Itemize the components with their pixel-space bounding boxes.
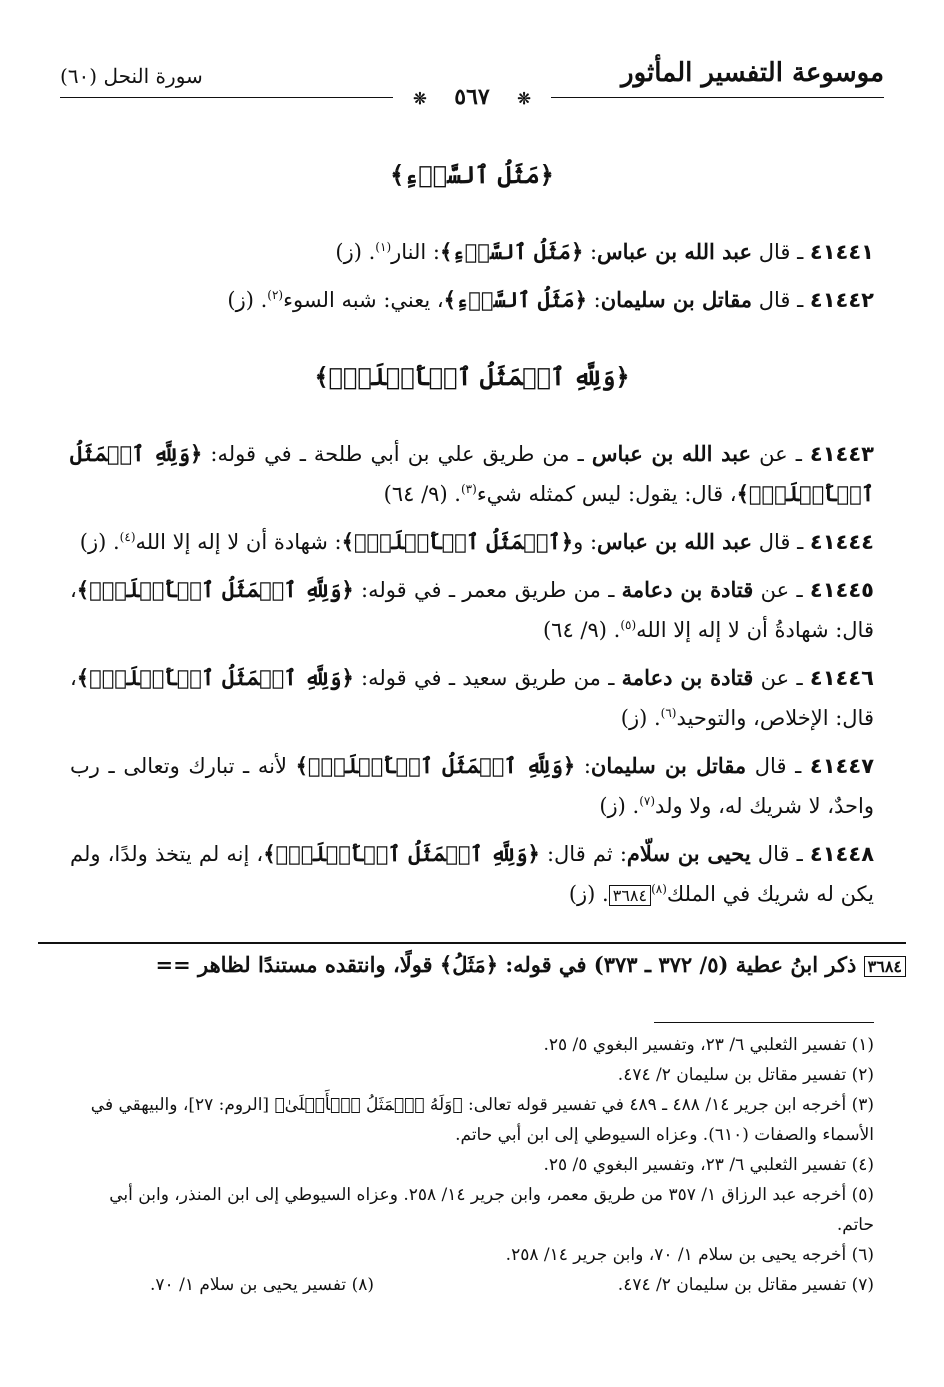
note-text: ذكر <box>818 952 864 977</box>
entry-text: ـ من طريق علي بن أبي طلحة ـ في قوله: <box>202 442 592 466</box>
footnote-8: (٨) تفسير يحيى بن سلام ١/ ٧٠. <box>150 1275 374 1295</box>
ornament-left-icon: ❊ <box>403 89 436 108</box>
entry-text: ـ قال <box>752 530 810 554</box>
book-title: موسوعة التفسير المأثور <box>621 58 884 88</box>
entry-41446 <box>70 658 874 738</box>
narrator-name: عبد الله بن عباس <box>597 239 753 264</box>
entry-text: ، يعني: شبه السوء <box>283 288 444 312</box>
entry-text: : النار <box>391 240 440 264</box>
quran-quote: ﴿وَلِلَّهِ ٱلۡمَثَلُ ٱلۡأَعۡلَىٰۚ﴾ <box>70 441 874 506</box>
entry-number: ٤١٤٤٢ <box>809 288 874 312</box>
entry-number: ٤١٤٤١ <box>809 240 874 264</box>
footnote-rule <box>654 1022 874 1023</box>
entry-41448 <box>70 834 874 916</box>
entry-text: ، قال: الإخلاص، والتوحيد <box>70 666 874 730</box>
footnote-1: (١) تفسير الثعلبي ٦/ ٢٣، وتفسير البغوي ٥/ ٢٥. <box>543 1035 874 1055</box>
entry-text: : ثم قال: <box>539 842 627 866</box>
footnote-2: (٢) تفسير مقاتل بن سليمان ٢/ ٤٧٤. <box>617 1065 874 1085</box>
entry-text: : و <box>573 530 598 554</box>
entry-text: ـ قال <box>750 842 810 866</box>
body-divider <box>38 942 906 944</box>
ornament-right-icon: ❊ <box>507 89 540 108</box>
narrator-name: يحيى بن سلّام <box>626 841 751 866</box>
quran-quote: ﴿وَلِلَّهِ ٱلۡمَثَلُ ٱلۡأَعۡلَىٰۚ﴾ <box>263 841 540 866</box>
narrator-name: قتادة بن دعامة <box>621 665 754 690</box>
footnote-5: (٥) أخرجه عبد الرزاق ١/ ٣٥٧ من طريق معمر، وابن جرير ١٤/ ٢٥٨. وعزاه السيوطي إلى ابن المنذر، وابن أبي حاتم. <box>109 1185 874 1235</box>
entry-text: ، إنه لم يتخذ ولدًا، ولم يكن له شريك في الملك <box>70 842 874 906</box>
footnote-4: (٤) تفسير الثعلبي ٦/ ٢٣، وتفسير البغوي ٥/ ٢٥. <box>543 1155 874 1175</box>
entry-number: ٤١٤٤٧ <box>809 754 875 778</box>
entry-41445 <box>70 570 874 650</box>
footnote-ref[interactable]: (٦) <box>660 706 677 720</box>
entry-text: ، قال: شهادةُ أن لا إله إلا الله <box>70 578 874 642</box>
entry-source: . (ز) <box>599 794 640 818</box>
entry-41444 <box>70 522 874 562</box>
entry-text: ، قال: يقول: ليس كمثله شيء <box>476 482 737 506</box>
entry-text: ـ قال <box>752 288 810 312</box>
quran-quote: ﴿ٱلۡمَثَلُ ٱلۡأَعۡلَىٰۚ﴾ <box>341 529 574 554</box>
entry-text: لأنه ـ تبارك وتعالى ـ رب واحدٌ، لا شريك له، ولا ولد <box>70 754 874 818</box>
footnote-ref[interactable]: (٨) <box>651 882 667 896</box>
narrator-name: عبد الله بن عباس <box>591 441 752 466</box>
narrator-name: قتادة بن دعامة <box>621 577 754 602</box>
entry-number: ٤١٤٤٨ <box>809 842 875 866</box>
footnotes <box>70 1030 874 1300</box>
entry-text: ـ عن <box>753 578 810 602</box>
quran-quote: ﴿وَلِلَّهِ ٱلۡمَثَلُ ٱلۡأَعۡلَىٰۚ﴾ <box>76 577 354 602</box>
entry-text: : شهادة أن لا إله إلا الله <box>135 530 342 554</box>
narrator-name: عبد الله بن عباس <box>597 529 753 554</box>
entry-text: ـ من طريق سعيد ـ في قوله: <box>353 666 622 690</box>
note-text: قولًا، وانتقده مستندًا لظاهر == <box>155 952 440 977</box>
entry-text: : <box>575 754 591 778</box>
note-author: ابنُ عطية <box>735 952 819 977</box>
entry-text: ـ من طريق معمر ـ في قوله: <box>353 578 622 602</box>
footnote-ref[interactable]: (٤) <box>119 530 136 544</box>
entry-source: . (ز) <box>568 882 609 906</box>
entry-text: ـ عن <box>751 442 810 466</box>
entry-41447 <box>70 746 874 826</box>
entry-text: ـ قال <box>746 754 810 778</box>
entry-text: ـ قال <box>752 240 810 264</box>
quran-quote: ﴿وَلِلَّهِ ٱلۡمَثَلُ ٱلۡأَعۡلَىٰۚ﴾ <box>295 753 576 778</box>
quran-quote: ﴿مَثَلُ﴾ <box>439 952 499 977</box>
footnote-3: (٣) أخرجه ابن جرير ١٤/ ٤٨٨ ـ ٤٨٩ في تفسير قوله تعالى: ﴿وَلَهُ ٱلۡمَثَلُ ٱلۡأَعۡلَىٰ﴾ [الروم: ٢٧]، والبيهقي في الأسماء والصفات (٦١٠). وعزاه السيوطي إلى ابن أبي حاتم. <box>90 1095 874 1145</box>
entry-source: . (ز) <box>227 288 268 312</box>
section-heading-1: ﴿مَثَلُ ٱلسَّوۡءِ﴾ <box>390 160 554 189</box>
quran-quote: ﴿مَثَلُ ٱلسَّوۡءِ﴾ <box>440 239 584 264</box>
entry-text: : <box>586 288 601 312</box>
narrator-name: مقاتل بن سليمان <box>600 287 753 312</box>
footnote-ref[interactable]: (٧) <box>639 794 656 808</box>
footnote-ref[interactable]: (٢) <box>267 288 284 302</box>
footnote-6: (٦) أخرجه يحيى بن سلام ١/ ٧٠، وابن جرير ١٤/ ٢٥٨. <box>505 1245 874 1265</box>
note-text: (٥/ ٣٧٢ ـ ٣٧٣) في قوله: <box>498 952 736 977</box>
entry-number: ٤١٤٤٥ <box>809 578 874 602</box>
section-heading-2: ﴿وَلِلَّهِ ٱلۡمَثَلُ ٱلۡأَعۡلَىٰۚ﴾ <box>314 362 630 391</box>
entry-41443 <box>70 434 874 514</box>
quran-quote: ﴿مَثَلُ ٱلسَّوۡءِ﴾ <box>443 287 587 312</box>
entry-number: ٤١٤٤٦ <box>809 666 874 690</box>
note-reference-box[interactable]: ٣٦٨٤ <box>609 885 651 906</box>
footnote-ref[interactable]: (٥) <box>620 618 637 632</box>
entry-source: . (٩/ ٦٤) <box>542 618 621 642</box>
entry-text: : <box>583 240 598 264</box>
entry-number: ٤١٤٤٤ <box>809 530 874 554</box>
footnote-ref[interactable]: (٣) <box>460 482 477 496</box>
entry-text: ـ عن <box>753 666 810 690</box>
note-number-box: ٣٦٨٤ <box>864 956 906 977</box>
page-number: ٥٦٧ <box>444 84 499 110</box>
footnote-7: (٧) تفسير مقاتل بن سليمان ٢/ ٤٧٤. <box>617 1275 874 1295</box>
entry-source: . (ز) <box>620 706 661 730</box>
entry-source: . (ز) <box>79 530 120 554</box>
editor-note <box>38 950 906 982</box>
entry-41442 <box>70 280 874 320</box>
entry-source: . (٩/ ٦٤) <box>383 482 461 506</box>
quran-quote: ﴿وَلِلَّهِ ٱلۡمَثَلُ ٱلۡأَعۡلَىٰۚ﴾ <box>76 665 354 690</box>
footnote-row <box>70 1270 874 1300</box>
entry-41441 <box>70 232 874 272</box>
surah-title: سورة النحل (٦٠) <box>60 64 203 88</box>
entry-source: . (ز) <box>335 240 376 264</box>
entry-number: ٤١٤٤٣ <box>809 442 874 466</box>
page-number-wrap <box>0 84 944 110</box>
narrator-name: مقاتل بن سليمان <box>590 753 747 778</box>
footnote-ref[interactable]: (١) <box>375 240 392 254</box>
